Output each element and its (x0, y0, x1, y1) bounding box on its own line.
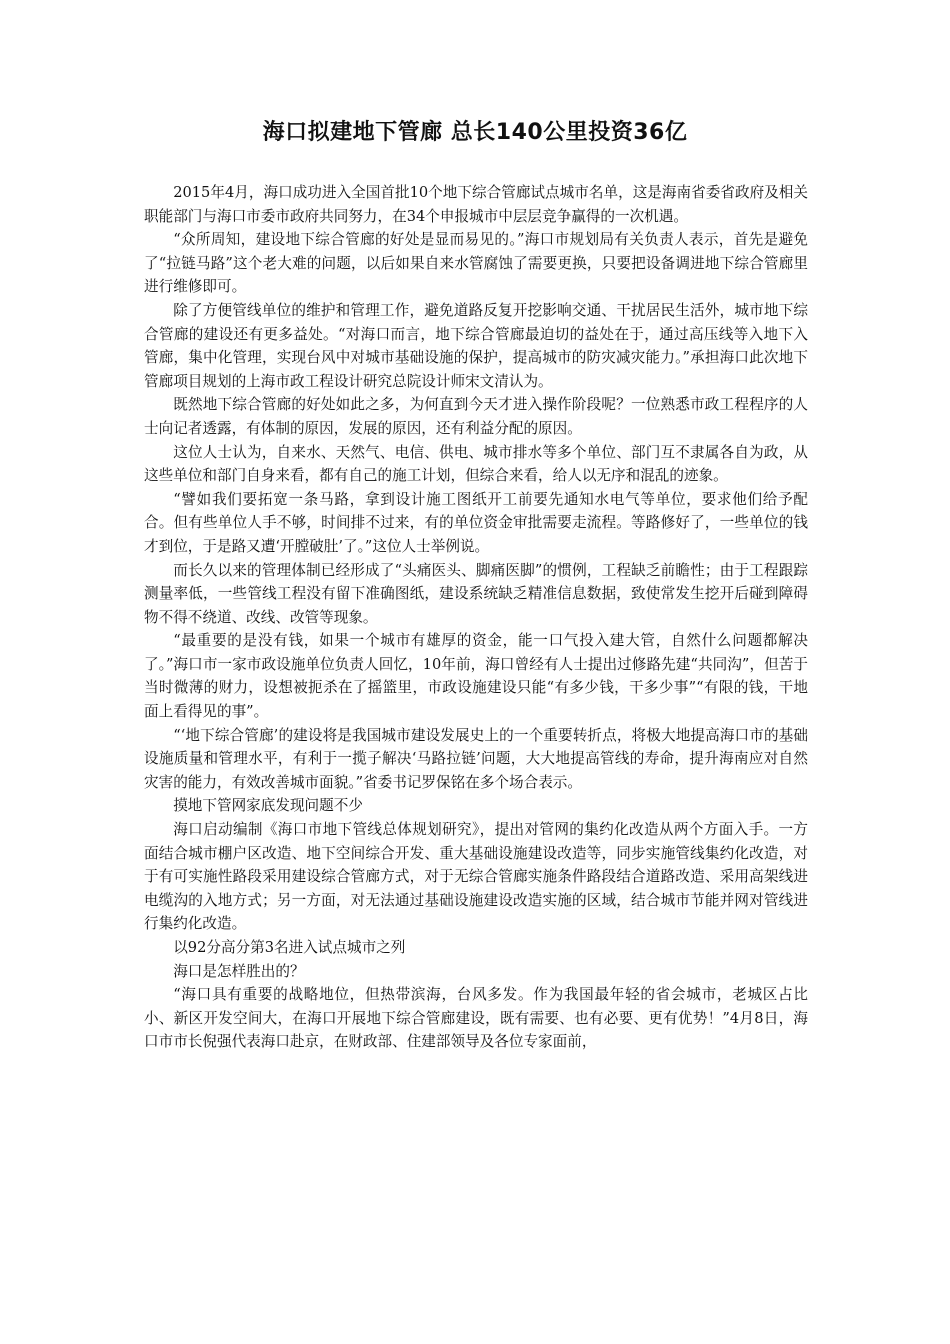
section-heading: 以92分高分第3名进入试点城市之列 (173, 939, 406, 956)
paragraph: 而长久以来的管理体制已经形成了“头痛医头、脚痛医脚”的惯例，工程缺乏前瞻性；由于工程跟踪测量率低，一些管线工程没有留下准确图纸，建设系统缺乏精准信息数据，致使常发生挖开后碰到障碍物不得不绕道、改线、改管等现象。 (144, 561, 808, 626)
paragraph: “譬如我们要拓宽一条马路，拿到设计施工图纸开工前要先通知水电气等单位，要求他们给予配合。但有些单位人手不够，时间排不过来，有的单位资金审批需要走流程。等路修好了，一些单位的钱才到位，于是路又遭‘开膛破肚’了。”这位人士举例说。 (144, 490, 808, 555)
paragraph: 2015年4月，海口成功进入全国首批10个地下综合管廊试点城市名单，这是海南省委省政府及相关职能部门与海口市委市政府共同努力，在34个申报城市中层层竞争赢得的一次机遇。 (144, 184, 808, 225)
section-heading: 摸地下管网家底发现问题不少 (173, 797, 363, 815)
document-title: 海口拟建地下管廊 总长140公里投资36亿 (262, 120, 688, 145)
paragraph: 海口是怎样胜出的？ (173, 962, 305, 980)
paragraph: 既然地下综合管廊的好处如此之多，为何直到今天才进入操作阶段呢？一位熟悉市政工程程序的人士向记者透露，有体制的原因，发展的原因，还有利益分配的原因。 (144, 396, 808, 437)
paragraph: 这位人士认为，自来水、天然气、电信、供电、城市排水等多个单位、部门互不隶属各自为政，从这些单位和部门自身来看，都有自己的施工计划，但综合来看，给人以无序和混乱的迹象。 (144, 443, 808, 485)
paragraph: “海口具有重要的战略地位，但热带滨海，台风多发。作为我国最年轻的省会城市，老城区占比小、新区开发空间大，在海口开展地下综合管廊建设，既有需要、也有必要、更有优势！”4月8日，海口市市长倪强代表海口赴京，在财政部、住建部领导及各位专家面前， (144, 986, 808, 1051)
paragraph: 除了方便管线单位的维护和管理工作，避免道路反复开挖影响交通、干扰居民生活外，城市地下综合管廊的建设还有更多益处。“对海口而言，地下综合管廊最迫切的益处在于，通过高压线等入地下入管廊，集中化管理，实现台风中对城市基础设施的保护，提高城市的防灾减灾能力。”承担海口此次地下管廊项目规划的上海市政工程设计研究总院设计师宋文清认为。 (144, 301, 808, 390)
paragraph: 海口启动编制《海口市地下管线总体规划研究》，提出对管网的集约化改造从两个方面入手。一方面结合城市棚户区改造、地下空间综合开发、重大基础设施建设改造等，同步实施管线集约化改造，对于有可实施性路段采用建设综合管廊方式，对于无综合管廊实施条件路段结合道路改造、采用高架线进电缆沟的入地方式；另一方面，对无法通过基础设施建设改造实施的区域，结合城市节能并网对管线进行集约化改造。 (144, 821, 808, 933)
document-body (144, 181, 808, 1054)
paragraph: “‘地下综合管廊’的建设将是我国城市建设发展史上的一个重要转折点，将极大地提高海口市的基础设施质量和管理水平，有利于一揽子解决‘马路拉链’问题，大大地提高管线的寿命，提升海南应对自然灾害的能力，有效改善城市面貌。”省委书记罗保铭在多个场合表示。 (144, 726, 808, 791)
paragraph: “最重要的是没有钱，如果一个城市有雄厚的资金，能一口气投入建大管，自然什么问题都解决了。”海口市一家市政设施单位负责人回忆，10年前，海口曾经有人士提出过修路先建“共同沟”，但苦于当时微薄的财力，设想被扼杀在了摇篮里，市政设施建设只能“有多少钱，干多少事”“有限的钱，干地面上看得见的事”。 (144, 632, 808, 721)
paragraph: “众所周知，建设地下综合管廊的好处是显而易见的。”海口市规划局有关负责人表示，首先是避免了“拉链马路”这个老大难的问题，以后如果自来水管腐蚀了需要更换，只要把设备调进地下综合管廊里进行维修即可。 (144, 231, 808, 296)
